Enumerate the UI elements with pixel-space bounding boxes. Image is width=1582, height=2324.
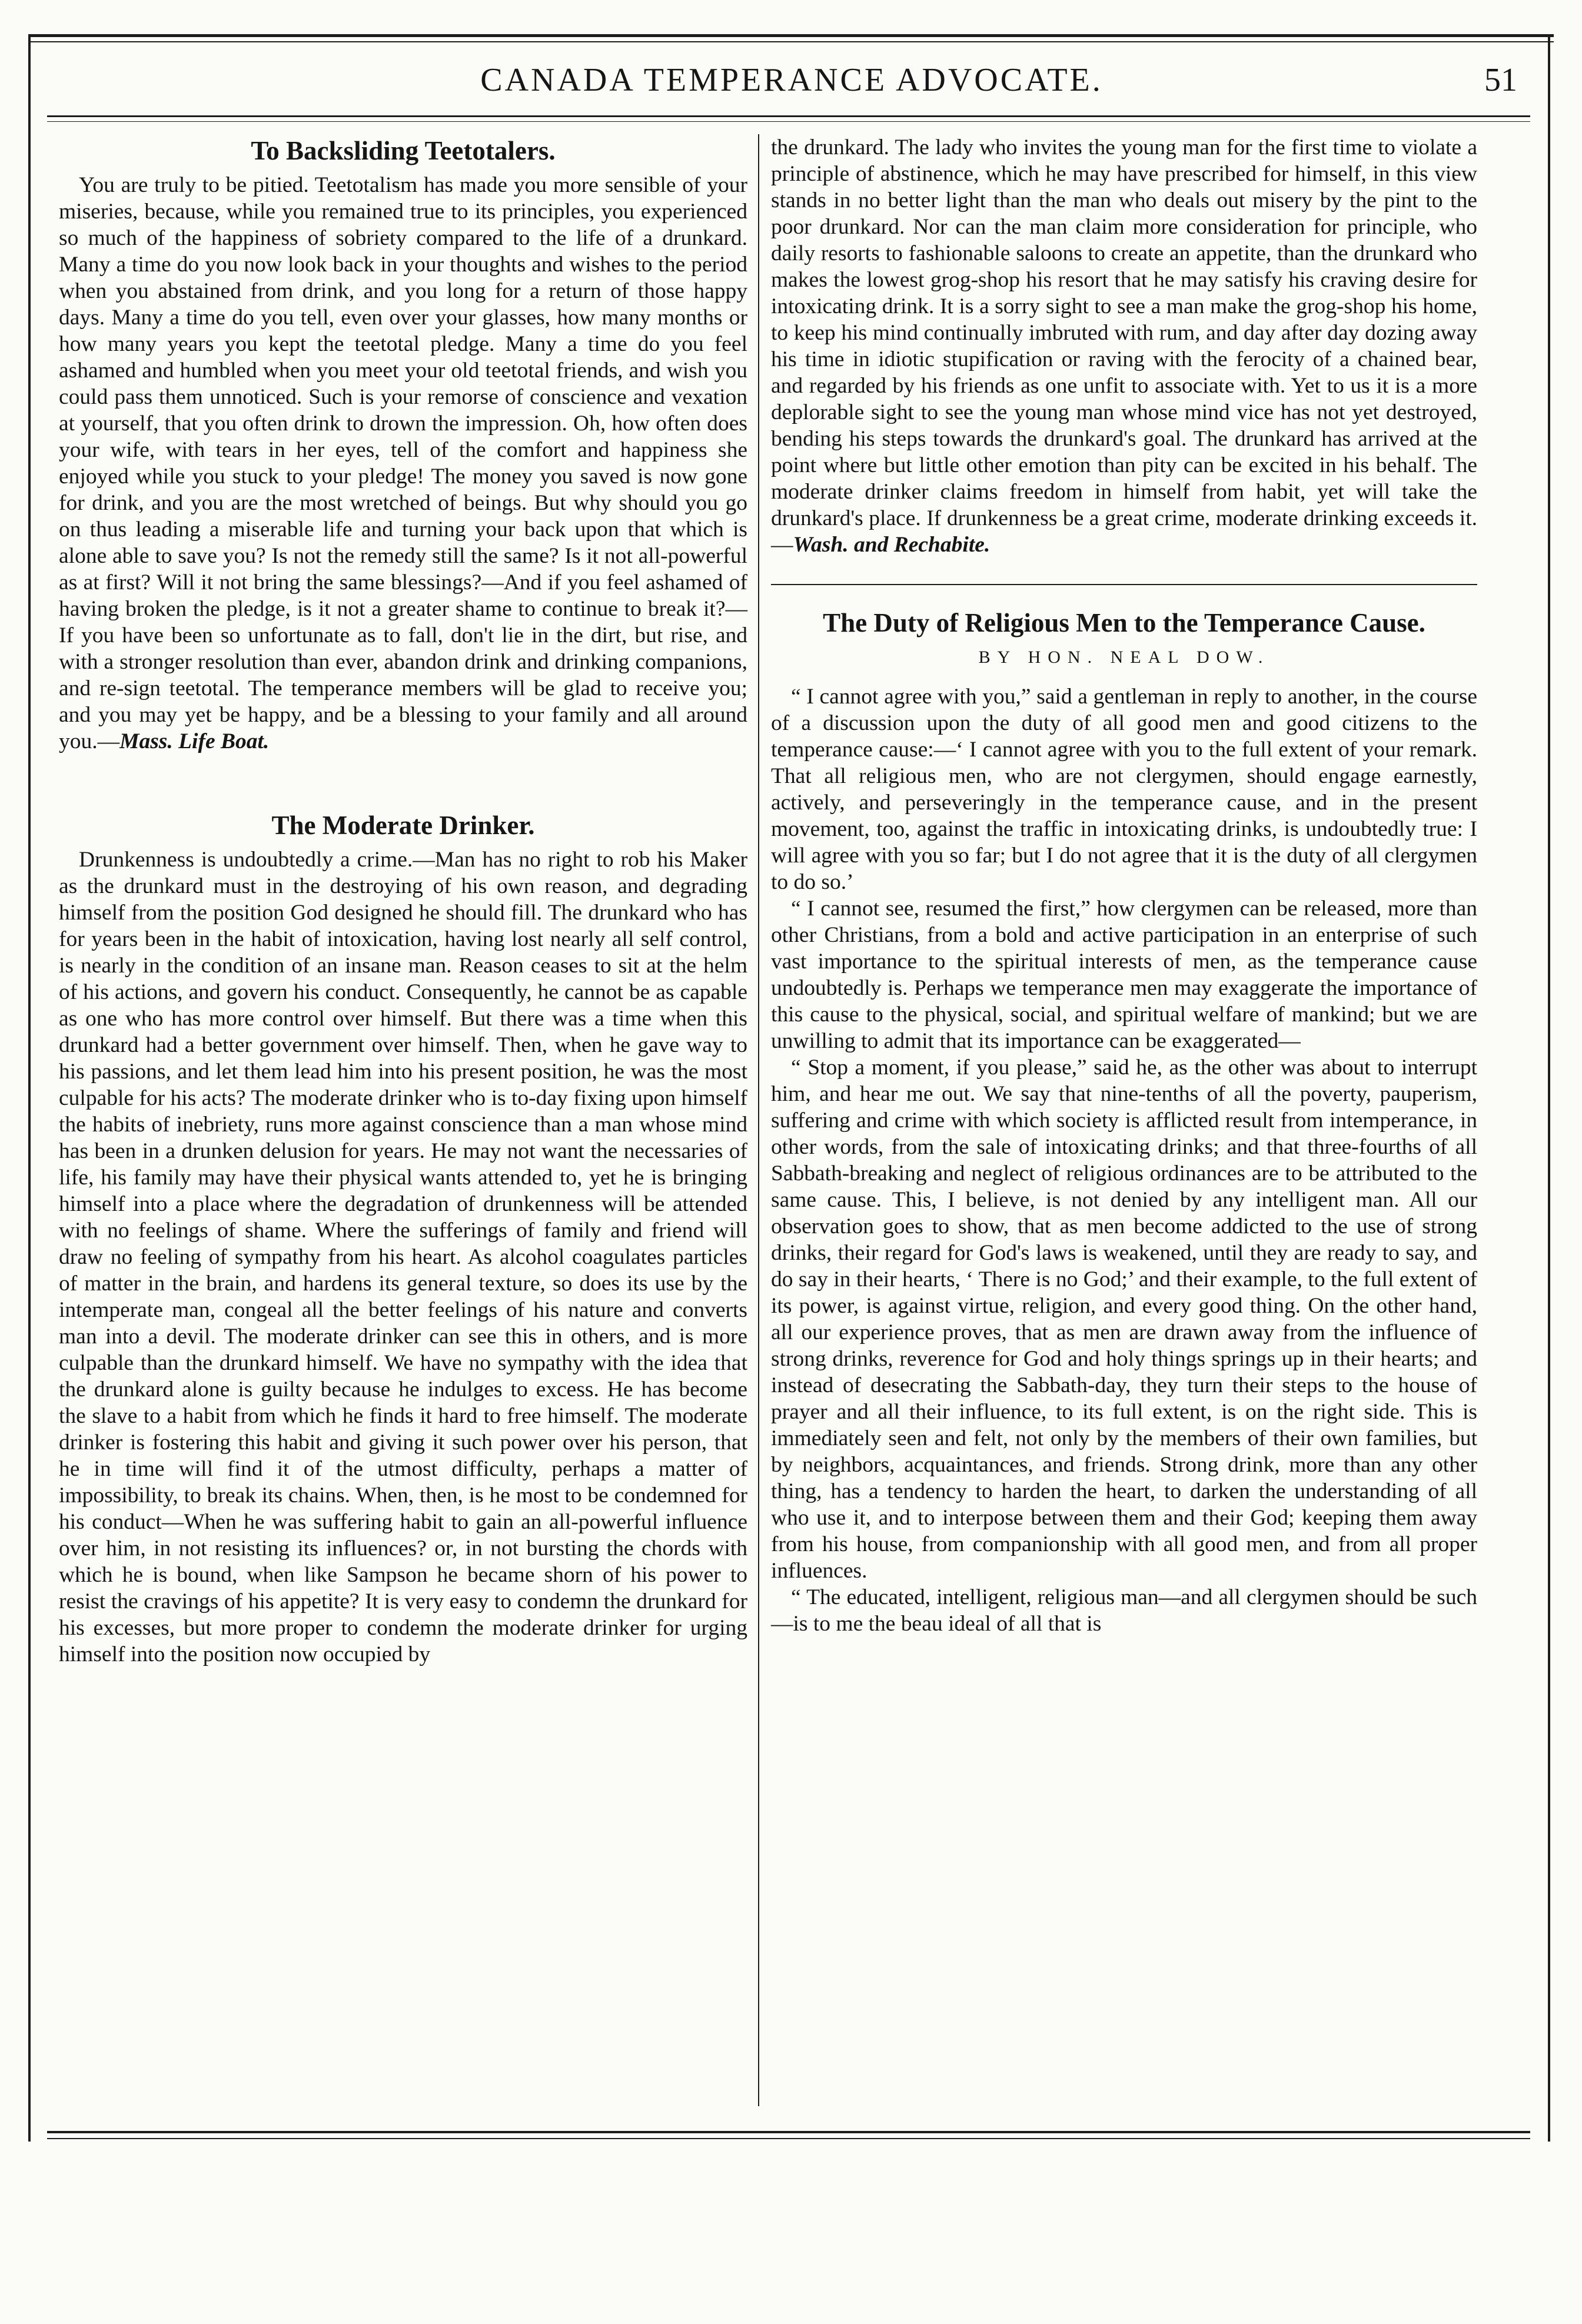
article-paragraph: “ The educated, intelligent, religious man—and all clergymen should be such—is to me the beau ideal of all that is bbox=[771, 1585, 1477, 1636]
article-paragraph: “ I cannot agree with you,” said a gentleman in reply to another, in the course of a discussion upon the duty of all good men and good citizens to the temperance cause:—‘ I cannot agree with you to the full extent of your remark. That all religious men, who are not clergymen, should engage earnestly, actively, and perseveringly in the temperance cause, and in the present movement, too, against the traffic in intoxicating drinks, is undoubtedly true: I will agree with you so far; but I do not agree that it is the duty of all clergymen to do so.’ bbox=[771, 685, 1477, 894]
page-number: 51 bbox=[1484, 62, 1517, 98]
top-border-rule-thin bbox=[28, 41, 1554, 42]
article-byline: BY HON. NEAL DOW. bbox=[978, 648, 1270, 667]
header-rule bbox=[47, 115, 1530, 117]
article-text: the drunkard. The lady who invites the young man for the first time to violate a principle of abstinence, which he may have prescribed for himself, in this view stands in no better light than the man who deals out misery by the pint to the poor drunkard. Nor can the man claim more consideration for principle, who daily resorts to fashionable saloons to create an appetite, than the drunkard who makes the lowest grog-shop his resort that he may satisfy his craving desire for intoxicating drink. It is a sorry sight to see a man make the grog-shop his home, to keep his mind continually imbruted with rum, and day after day dozing away his time in idiotic stupification or raving with the ferocity of a chained bear, and regarded by his friends as one unfit to associate with. Yet to us it is a more deplorable sight to see the young man whose mind vice has not yet destroyed, bending his steps towards the drunkard's goal. The drunkard has arrived at the point where but little other emotion than pity can be excited in his behalf. The moderate drinker claims freedom in himself from habit, yet will take the drunkard's place. If drunkenness be a great crime, moderate drinking exceeds it.— bbox=[771, 135, 1477, 557]
article-paragraph: “ Stop a moment, if you please,” said he, as the other was about to interrupt him, and hear me out. We say that nine-tenths of all the poverty, pauperism, suffering and crime with which society is afflicted result from intemperance, in other words, from the sale of intoxicating drinks; and that three-fourths of all Sabbath-breaking and neglect of religious ordinances are to be attributed to the same cause. This, I believe, is not denied by any intelligent man. All our observation goes to show, that as men become addicted to the use of strong drinks, their regard for God's laws is weakened, until they are ready to say, and do say in their hearts, ‘ There is no God;’ and their example, to the full extent of its power, is against virtue, religion, and every good thing. On the other hand, all our experience proves, that as men are drawn away from the influence of strong drinks, reverence for God and holy things springs up in their hearts; and instead of desecrating the Sabbath-day, they turn their steps to the house of prayer and all their influence, to its full extent, is on the right side. This is immediately seen and felt, not only by the members of their own families, but by neighbors, acquaintances, and friends. Strong drink, more than any other thing, has a tendency to harden the heart, to darken the understanding of all who use it, and to interpose between them and their God; keeping them away from his house, from companionship with all good men, and from all proper influences. bbox=[771, 1055, 1477, 1583]
right-border-rule bbox=[1548, 34, 1550, 2142]
article-attribution: Mass. Life Boat. bbox=[119, 729, 270, 753]
section-gap bbox=[59, 755, 747, 809]
masthead-title: CANADA TEMPERANCE ADVOCATE. bbox=[480, 62, 1103, 98]
article-title-moderate-drinker: The Moderate Drinker. bbox=[271, 811, 535, 840]
column-divider bbox=[758, 134, 759, 2106]
article-body-moderate-drinker: Drunkenness is undoubtedly a crime.—Man has no right to rob his Maker as the drunkard must in the destroying of his own reason, and degrading himself from the position God designed he should fill. The drunkard who has for years been in the habit of intoxication, having lost nearly all self control, is nearly in the condition of an insane man. Reason ceases to sit at the helm of his actions, and govern his conduct. Consequently, he cannot be as capable as one who has more control over himself. But there was a time when this drunkard had a better government over himself. Then, when he gave way to his passions, and let them lead him into his present position, he was the most culpable for his acts? The moderate drinker who is to-day fixing upon himself the habits of inebriety, runs more against conscience than a man whose mind has been in a drunken delusion for years. He may not want the necessaries of life, his family may have their physical wants attended to, yet he is bringing himself into a place where the degradation of drunkenness will be attended with no feelings of shame. Where the sufferings of family and friend will draw no feeling of sympathy from his heart. As alcohol coagulates particles of matter in the brain, and hardens its general texture, so does its use by the intemperate man, congeal all the better feelings of his nature and converts man into a devil. The moderate drinker can see this in others, and is more culpable than the drunkard himself. We have no sympathy with the idea that the drunkard alone is guilty because he indulges to excess. He has become the slave to a habit from which he finds it hard to free himself. The moderate drinker is fostering this habit and giving it such power over his person, that he in time will find it of the utmost difficulty, perhaps a matter of impossibility, to break its chains. When, then, is he most to be condemned for his conduct—When he was suffering habit to gain an all-powerful influence over him, in not resisting its influences? or, in not bursting the chords with which he is bound, when like Sampson he became shorn of his power to resist the cravings of his appetite? It is very easy to condemn the drunkard for his excesses, but more proper to condemn the moderate drinker for urging himself into the position now occupied by bbox=[59, 848, 747, 1666]
article-text: You are truly to be pitied. Teetotalism has made you more sensible of your miseries, because, while you remained true to its principles, you experienced so much of the happiness of sobriety compared to the life of a drunkard. Many a time do you now look back in your thoughts and wishes to the period when you abstained from drink, and you long for a return of those happy days. Many a time do you tell, even over your glasses, how many months or how many years you kept the teetotal pledge. Many a time do you feel ashamed and humbled when you meet your old teetotal friends, and wish you could pass them unnoticed. Such is your remorse of conscience and vexation at yourself, that you often drink to drown the impression. Oh, how often does your wife, with tears in her eyes, tell of the comfort and happiness she enjoyed while you stuck to your pledge! The money you saved is now gone for drink, and you are the most wretched of beings. But why should you go on thus leading a miserable life and turning your back upon that which is alone able to save you? Is not the remedy still the same? Is it not all-powerful as at first? Will it not bring the same blessings?—And if you feel ashamed of having broken the pledge, is it not a greater shame to continue to break it?—If you have been so unfortunate as to fall, don't lie in the dirt, but rise, and with a stronger resolution than ever, abandon drink and drinking companions, and re-sign teetotal. The temperance members will be glad to receive you; and you may yet be happy, and be a blessing to your family and all around you.— bbox=[59, 173, 747, 753]
header-rule-thin bbox=[47, 121, 1530, 122]
left-column bbox=[59, 134, 747, 1668]
article-title-religious-duty: The Duty of Religious Men to the Temperance Cause. bbox=[823, 608, 1425, 638]
left-border-rule bbox=[28, 34, 31, 2142]
bottom-rule bbox=[47, 2131, 1530, 2133]
section-divider bbox=[771, 584, 1477, 585]
article-body-backsliding bbox=[59, 172, 747, 755]
article-attribution: Wash. and Rechabite. bbox=[793, 533, 991, 557]
article-title-backsliding: To Backsliding Teetotalers. bbox=[251, 136, 556, 165]
page-header bbox=[35, 61, 1548, 120]
article-paragraph: “ I cannot see, resumed the first,” how clergymen can be released, more than other Christians, from a bold and active participation in an enterprise of such vast importance to the spiritual interests of men, as the temperance cause undoubtedly is. Perhaps we temperance men may exaggerate the importance of this cause to the physical, social, and spiritual welfare of mankind; but we are unwilling to admit that its importance can be exaggerated— bbox=[771, 897, 1477, 1053]
continued-article-body bbox=[771, 134, 1477, 558]
right-column bbox=[771, 134, 1477, 1637]
bottom-rule-thin bbox=[47, 2138, 1530, 2139]
top-border-rule bbox=[28, 34, 1554, 37]
